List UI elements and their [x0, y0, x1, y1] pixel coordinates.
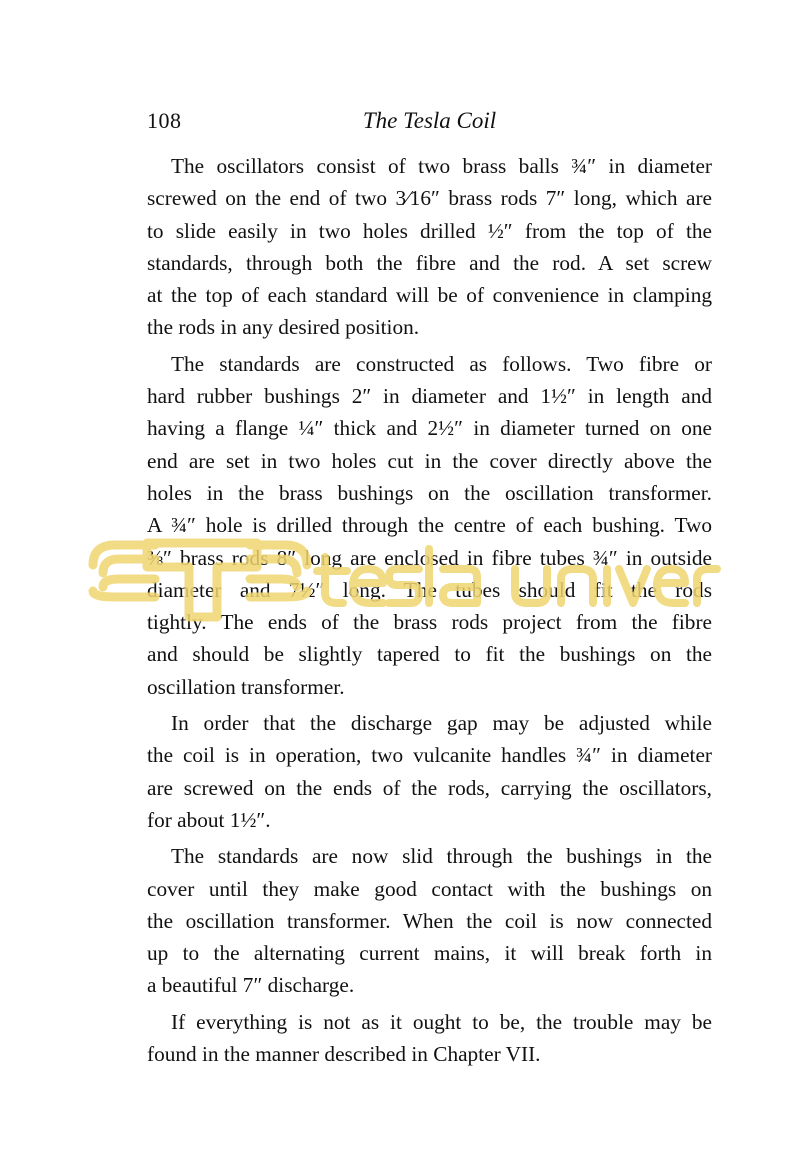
text-line: The oscillators consist of two brass balls ¾″ in diameter [171, 154, 712, 178]
running-title: The Tesla Coil [362, 108, 497, 133]
text-line: end are set in two holes cut in the cover directly above the [147, 448, 712, 473]
text-line: hard rubber bushings 2″ in diameter and 1½″ in length and [147, 384, 712, 409]
text-line: the oscillation transformer. When the coil is now connected [147, 908, 712, 933]
text-line: found in the manner described in Chapter VII. [147, 1042, 541, 1067]
text-line: a beautiful 7″ discharge. [147, 973, 355, 998]
text-line: The standards are now slid through the bushings in the [171, 844, 712, 869]
paragraph-oscillators [147, 150, 712, 344]
text-line: ⅜″ brass rods 8″ long are enclosed in fibre tubes ¾″ in outside [147, 545, 712, 570]
paragraph-troubleshooting [147, 1006, 712, 1071]
paragraph-assembly [147, 840, 712, 1001]
body-text [147, 150, 712, 1070]
text-line: up to the alternating current mains, it will break forth in [147, 941, 712, 966]
text-line: at the top of each standard will be of convenience in clamping [147, 283, 712, 308]
text-line: to slide easily in two holes drilled ½″ from the top of the [147, 218, 712, 243]
text-line: holes in the brass bushings on the oscillation transformer. [147, 480, 712, 505]
text-line: If everything is not as it ought to be, the trouble may be [171, 1009, 712, 1034]
text-line: the rods in any desired position. [147, 315, 420, 340]
paragraph-standards [147, 348, 712, 703]
text-line: tightly. The ends of the brass rods project from the fibre [147, 610, 712, 635]
text-line: and should be slightly tapered to fit the bushings on the [147, 642, 712, 667]
page-header [147, 108, 712, 138]
text-line: oscillation transformer. [147, 674, 345, 699]
paragraph-discharge-gap [147, 707, 712, 836]
text-line: diameter and 7½″ long. The tubes should fit the rods [147, 577, 712, 602]
text-line: screwed on the end of two 3⁄16″ brass rods 7″ long, which are [147, 186, 712, 211]
text-line: are screwed on the ends of the rods, carrying the oscillators, [147, 775, 712, 800]
page-number: 108 [147, 108, 182, 133]
text-line: cover until they make good contact with the bushings on [147, 876, 712, 901]
text-line: In order that the discharge gap may be adjusted while [171, 711, 712, 736]
text-line: the coil is in operation, two vulcanite handles ¾″ in diameter [147, 743, 712, 768]
text-line: having a flange ¼″ thick and 2½″ in diameter turned on one [147, 416, 712, 441]
text-line: A ¾″ hole is drilled through the centre of each bushing. Two [147, 513, 712, 538]
text-line: standards, through both the fibre and the rod. A set screw [147, 250, 712, 275]
text-line: The standards are constructed as follows. Two fibre or [171, 351, 712, 376]
text-line: for about 1½″. [147, 807, 271, 832]
